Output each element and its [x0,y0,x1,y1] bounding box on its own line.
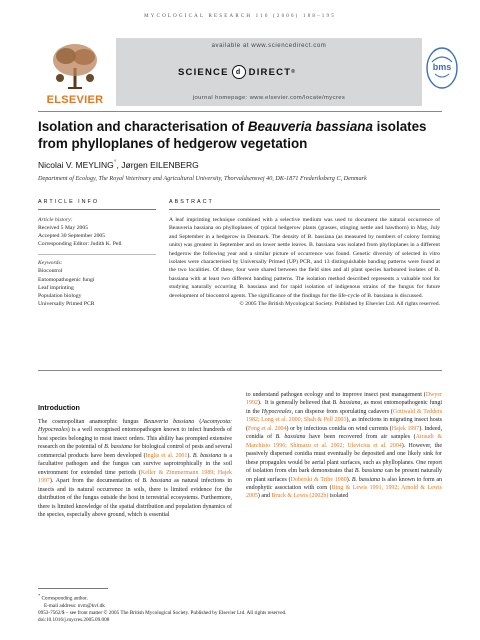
text-run: as natural infections in insects and its natural occurrence in soils, there is limited evidence for the distribution of the fungus outside the host in terrestrial ecosystems. Furthermore, there is limited knowledge of the spatial distribution and population dynamics of the species, especially above ground, which is essential [38,478,232,518]
text-run: isolated [328,493,349,500]
text-run: ( [194,419,202,425]
text-run: ), as infections in migrating insect hosts ( [246,417,442,432]
italic-term: B. bassiana [354,468,383,475]
abstract [169,199,440,309]
email-address[interactable]: E-mail address: nvm@kvl.dk [44,602,105,609]
citation-link[interactable]: Keller & Zimmermann 1989; Hajek 1997 [38,469,232,485]
text-run: can be present naturally on plant surfaces ( [246,468,442,483]
italic-term: Ascomycota: Hypocreales [38,419,232,434]
sciencedirect-banner [116,38,422,106]
article-info [38,199,156,308]
citation-link[interactable]: Bing & Lewis 1991, 1992; Arnold & Lewis 2005 [246,484,442,500]
registered-mark: ® [291,69,297,75]
direct-word: DIRECT [248,66,292,78]
citation-link[interactable]: Airaudi & Marchisio 1996; Shimazu et al. 2002; Ulevicius et al. 2004 [246,434,442,449]
issn-line: 0953-7562/$ – see front matter © 2005 The British Mycological Society. Published by Elsevier Ltd. All rights reserved. [38,610,287,617]
text-run: ) or by infectious conidia on wind currents ( [286,425,392,432]
text-run: ). Indeed, conidia of [246,425,442,441]
title-species: Beauveria bassiana [247,119,373,134]
text-run: ) and [257,493,272,500]
bms-wordmark: bms [432,62,452,72]
text-run: is a facultative pathogen and the fungus can survive saprotrophically in the soil environment for extended time periods ( [38,452,232,476]
article-info-rule [38,209,156,210]
author-eilenberg[interactable]: Jørgen EILENBERG [121,159,199,170]
sciencedirect-d-icon: d [232,65,246,79]
footnote-rule [38,588,108,589]
history-item: Corresponding Editor: Judith K. Pell [38,241,122,248]
italic-term: B. bassiana [192,452,222,459]
italic-term: B. bassiana [104,444,132,451]
text-run: is also known to form an endophytic association with corn ( [246,476,442,491]
history-label: Article history: [38,216,73,223]
intro-left-column [38,403,232,519]
text-run: ). However, the passively dispersed conidia must eventually be deposited and one likely sink for these propagules would be aerial plant surfaces, such as phylloplanes. One report of isolation from elm bark demonstrates that [246,442,442,475]
keyword-item: Biocontrol [38,268,63,275]
history-item: Received 5 May 2005 [38,224,89,231]
italic-term: Beauveria bassiana [143,419,195,425]
elsevier-wordmark: ELSEVIER [46,94,104,106]
text-run: ). Apart from the documentation of [49,478,143,485]
abstract-copyright: © 2005 The British Mycological Society. Published by Elsevier Ltd. All rights reserved. [239,301,440,308]
author-meyling[interactable]: Nicolai V. MEYLING [38,159,114,170]
sciencedirect-logo[interactable] [178,63,296,81]
text-run: The cosmopolitan anamorphic fungus [38,419,144,425]
intro-paragraph [38,418,232,519]
section-rule [38,370,442,371]
affiliation: Department of Ecology, The Royal Veterinary and Agricultural University, Thorvaldsensvej 40, DK-1871 Frederiksberg C, Denmark [38,175,367,182]
authors: Nicolai V. MEYLING*, Jørgen EILENBERG [38,158,199,170]
available-at-text[interactable]: available at www.sciencedirect.com [211,43,327,49]
corresponding-author-mark[interactable]: * [113,158,117,166]
keywords-label: Keywords: [38,260,63,267]
keyword-item: Population biology [38,293,82,299]
abstract-text: A leaf imprinting technique combined with a selective medium was used to document the natural occurrence of Beauveria bassiana on phylloplanes of typical hedgerow plants (grasses, stinging nettle and hawthorn) in May, July and September in a hedgerow in Denmark. The density of B. bassiana (as measured by numbers of colony forming units) was greatest in September and on lower nettle leaves. B. bassiana was isolated from phylloplanes in a different hedgerow the following year and a similar picture of occurrence was found. Genetic diversity of selected in vitro isolates were characterised by Universally Primed (UP) PCR, and 13 distinguishable banding patterns were found at the two localities. Of these, four were shared between the field sites and all plant species harboured isolates of B. bassiana with at least two different banding patterns. The isolation method described represents a valuable tool for studying naturally occurring B. bassiana and for rapid isolation of indigenous strains of the fungus for future development of biocontrol agents. The significance of the findings for the life-cycle of B. bassiana is discussed. [169,216,440,299]
italic-term: Hypocreales [261,408,292,415]
intro-right-column [246,391,442,501]
citation-link[interactable]: Doberski & Tribe 1980 [290,476,347,483]
elsevier-logo[interactable] [38,38,112,106]
italic-term: B. bassiana [351,476,380,483]
history-item: Accepted 30 September 2005 [38,233,106,240]
footnote-area [38,588,442,625]
keyword-item: Entomopathogenic fungi [38,276,95,283]
text-run: , as most entomopathogenic fungi in the [246,400,443,415]
text-run: , can disperse from sporulating cadavers ( [291,408,393,415]
citation-link[interactable]: Feng et al. 2004 [247,425,287,432]
italic-term: B. bassiana [275,434,306,441]
citation-link[interactable]: Hajek 1997 [391,425,420,432]
text-run: ). [187,452,193,459]
abstract-heading: ABSTRACT [169,199,214,205]
text-run: ). [346,476,352,483]
doi-link[interactable]: doi:10.1016/j.mycres.2005.09.008 [38,617,110,624]
article-info-heading: ARTICLE INFO [38,199,100,205]
citation-link[interactable]: Dwyer 1992 [246,392,442,407]
citation-link[interactable]: Gottwald & Tedders 1982; Long et al. 2000; Shah & Pell 2003 [246,408,443,424]
intro-heading: Introduction [38,403,80,412]
intro-paragraph-continued [246,391,442,501]
bms-emblem-icon [426,42,458,102]
citation-link[interactable]: Inglis et al. 2001 [145,452,188,459]
corresponding-author-note: * Corresponding author. [38,592,88,602]
keyword-item: Leaf imprinting [38,284,74,291]
header-rule [38,111,442,112]
text-run: ) is a well recognised entomopathogen known to infect hundreds of host species belonging to most insect orders. This ability has prompted extensive research on the potential of [38,427,232,451]
text-run: to understand pathogen ecology and to improve insect pest management ( [246,392,426,398]
text-run: ). It is generally believed that [257,400,333,407]
abstract-rule [169,209,440,210]
text-run: for biological control of pests and several commercial products have been developed ( [38,444,232,459]
text-run: have been recovered from air samples ( [305,434,416,441]
bms-logo[interactable] [426,42,458,102]
keywords-rule [38,254,156,255]
elsevier-tree-icon [38,38,112,94]
italic-term: B. bassiana [332,400,361,407]
keyword-item: Universally Primed PCR [38,301,95,308]
article-title: Isolation and characterisation of Beauveria bassiana isolates from phylloplanes of hedgerow vegetation [38,119,427,151]
journal-homepage[interactable]: journal homepage: www.elsevier.com/locate/mycres [192,95,346,101]
italic-term: B. bassiana [142,478,172,485]
running-head: MYCOLOGICAL RESEARCH 110 (2006) 188–195 [144,14,336,19]
science-word: SCIENCE [178,66,229,78]
citation-link[interactable]: Bruck & Lewis (2002b) [271,493,329,500]
